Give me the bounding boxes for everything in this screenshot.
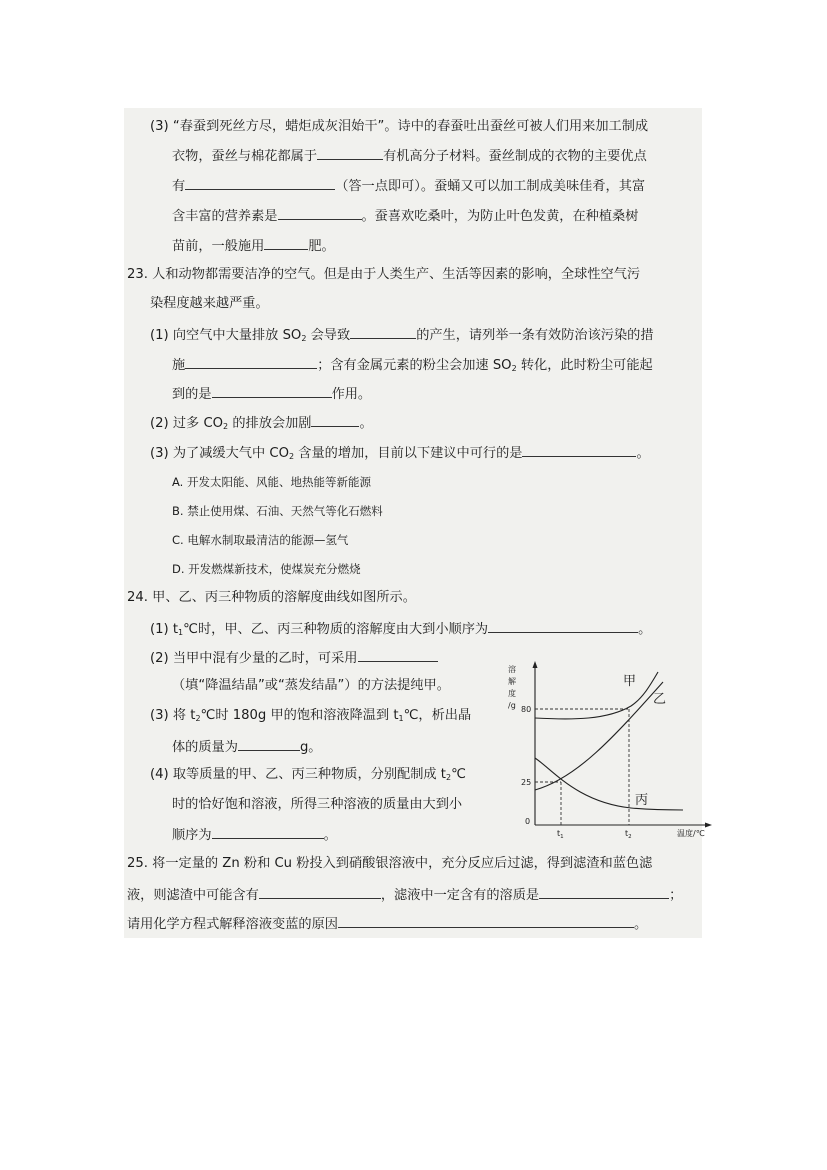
answer-blank — [278, 207, 362, 220]
q23-intro-line2: 染程度越来越严重。 — [150, 296, 269, 311]
origin-label: 0 — [525, 817, 531, 826]
q22-3-line3: 有 （答一点即可）。蚕蛹又可以加工制成美味佳肴，其富 — [172, 179, 646, 194]
curve-label-jia: 甲 — [623, 674, 637, 689]
q23-option-a: A. 开发太阳能、风能、地热能等新能源 — [172, 475, 371, 489]
answer-blank — [212, 385, 332, 398]
q24-intro: 24. 甲、乙、丙三种物质的溶解度曲线如图所示。 — [127, 590, 416, 605]
curve-bing — [535, 758, 683, 810]
q24-part4-line2: 时的恰好饱和溶液，所得三种溶液的质量由大到小 — [172, 797, 463, 812]
q22-3-line4: 含丰富的营养素是 。蚕喜欢吃桑叶，为防止叶色发黄，在种植桑树 — [172, 209, 639, 224]
answer-blank — [238, 738, 300, 751]
tick-label-t2: $t_2$ — [625, 829, 632, 840]
q23-option-b: B. 禁止使用煤、石油、天然气等化石燃料 — [172, 504, 383, 518]
y-axis-arrow — [533, 661, 538, 668]
x-axis-label: 温度/℃ — [677, 829, 705, 838]
q22-3-line1: (3) “春蚕到死丝方尽，蜡炬成灰泪始干”。诗中的春蚕吐出蚕丝可被人们用来加工制成 — [150, 119, 649, 134]
answer-blank — [350, 326, 416, 339]
q23-intro-line1: 23. 人和动物都需要洁净的空气。但是由于人类生产、生活等因素的影响，全球性空气污 — [127, 267, 641, 282]
q23-option-c: C. 电解水制取最清洁的能源—氢气 — [172, 533, 349, 547]
answer-blank — [539, 886, 669, 899]
answer-blank — [185, 356, 317, 369]
q24-part4-line3: 顺序为 。 — [172, 828, 337, 843]
answer-blank — [317, 147, 383, 160]
answer-blank — [338, 915, 634, 928]
answer-blank — [264, 237, 308, 250]
y-axis-label-4: /g — [508, 701, 516, 710]
y-axis-label-2: 解 — [508, 677, 516, 686]
answer-blank — [259, 886, 381, 899]
q24-part1: (1) $t_1℃$时，甲、乙、丙三种物质的溶解度由大到小顺序为 。 — [150, 622, 652, 637]
tick-label-t1: $t_1$ — [557, 829, 564, 840]
tick-label-80: 80 — [521, 705, 532, 714]
answer-blank — [358, 649, 438, 662]
q23-part1-line3: 到的是 作用。 — [172, 387, 372, 402]
q24-part3-line2: 体的质量为 g。 — [172, 740, 322, 755]
q23-option-d: D. 开发燃煤新技术，使煤炭充分燃烧 — [172, 562, 361, 576]
q23-part1-line2: 施 ；含有金属元素的粉尘会加速 $SO_2$ 转化，此时粉尘可能起 — [172, 358, 653, 373]
answer-blank — [185, 177, 335, 190]
curve-label-yi: 乙 — [653, 692, 667, 707]
q22-3-line2: 衣物，蚕丝与棉花都属于 有机高分子材料。蚕丝制成的衣物的主要优点 — [172, 149, 647, 164]
tick-label-25: 25 — [521, 778, 532, 787]
q23-part3: (3) 为了减缓大气中 $CO_2$ 含量的增加，目前以下建议中可行的是 。 — [150, 446, 650, 461]
x-axis-arrow — [705, 823, 712, 828]
q23-part1-line1: (1) 向空气中大量排放 $SO_2$ 会导致 的产生，请列举一条有效防治该污染的措 — [150, 328, 654, 343]
q24-part2-line2: （填“降温结晶”或“蒸发结晶”）的方法提纯甲。 — [172, 678, 450, 693]
q22-3-line5: 苗前，一般施用 肥。 — [172, 239, 335, 254]
answer-blank — [488, 620, 638, 633]
answer-blank — [212, 826, 324, 839]
answer-blank — [311, 414, 359, 427]
q24-part3-line1: (3) 将 $t_2℃$时 180g 甲的饱和溶液降温到 $t_1℃$，析出晶 — [150, 708, 472, 723]
curve-jia — [535, 672, 658, 719]
answer-blank — [522, 444, 636, 457]
q24-part2-line1: (2) 当甲中混有少量的乙时，可采用 — [150, 649, 438, 667]
curve-label-bing: 丙 — [635, 793, 649, 808]
solubility-curve-graph — [508, 660, 730, 840]
q25-line2: 液，则滤渣中可能含有 ，滤液中一定含有的溶质是 ； — [127, 888, 683, 903]
y-axis-label-1: 溶 — [508, 665, 516, 674]
q24-part4-line1: (4) 取等质量的甲、乙、丙三种物质，分别配制成 $t_2℃$ — [150, 767, 466, 782]
q23-part2: (2) 过多 $CO_2$ 的排放会加剧 。 — [150, 416, 373, 431]
q25-line1: 25. 将一定量的 Zn 粉和 Cu 粉投入到硝酸银溶液中，充分反应后过滤，得到滤渣和蓝色滤 — [127, 856, 653, 871]
q25-line3: 请用化学方程式解释溶液变蓝的原因 。 — [127, 917, 648, 932]
y-axis-label-3: 度 — [508, 689, 516, 698]
